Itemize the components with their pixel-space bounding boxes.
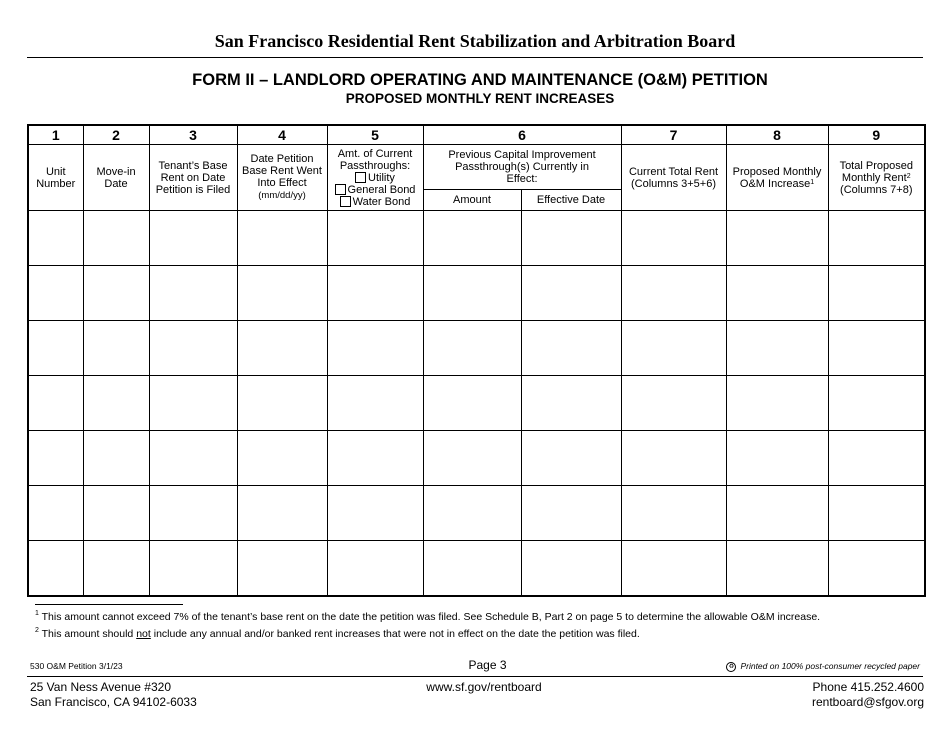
- form-title: FORM II – LANDLORD OPERATING AND MAINTENANCE (O&M) PETITION: [192, 71, 768, 89]
- table-row: [28, 431, 925, 486]
- footnote-1-text: This amount cannot exceed 7% of the tenant’s base rent on the date the petition was filed. See Schedule B, Part 2 on page 5 to determine the allowable O&M increase.: [41, 611, 821, 623]
- cell[interactable]: [726, 431, 828, 486]
- cell[interactable]: [237, 266, 327, 321]
- column-header-row: [28, 145, 925, 190]
- cell[interactable]: [327, 266, 423, 321]
- cell[interactable]: [237, 431, 327, 486]
- cell[interactable]: [621, 266, 726, 321]
- col-num-7: 7: [621, 125, 726, 145]
- general-bond-checkbox[interactable]: [335, 184, 346, 195]
- cell[interactable]: [621, 431, 726, 486]
- utility-checkbox[interactable]: [355, 172, 366, 183]
- cell[interactable]: [726, 211, 828, 266]
- header-passthroughs: [327, 145, 423, 211]
- cell[interactable]: [521, 486, 621, 541]
- passthroughs-label: Amt. of Current Passthroughs:: [337, 147, 413, 172]
- cell[interactable]: [28, 211, 83, 266]
- cell[interactable]: [726, 376, 828, 431]
- header-base-rent-date-label: Date Petition Base Rent Went Into Effect: [242, 153, 322, 189]
- cell[interactable]: [327, 376, 423, 431]
- cell[interactable]: [621, 321, 726, 376]
- cell[interactable]: [423, 266, 521, 321]
- footnote-2-emphasis: not: [136, 628, 151, 640]
- cell[interactable]: [83, 321, 149, 376]
- cell[interactable]: [149, 541, 237, 597]
- header-base-rent: Tenant’s Base Rent on Date Petition is Filed: [149, 145, 237, 211]
- cell[interactable]: [149, 211, 237, 266]
- total-proposed-rent-label: Total Proposed Monthly Rent: [839, 159, 913, 184]
- current-total-rent-formula: (Columns 3+5+6): [631, 177, 717, 190]
- table-row: [28, 376, 925, 431]
- header-move-in-date: Move-in Date: [83, 145, 149, 211]
- general-bond-label: General Bond: [347, 183, 416, 196]
- cell[interactable]: [423, 486, 521, 541]
- recycled-note-text: Printed on 100% post-consumer recycled paper: [740, 661, 920, 671]
- water-bond-label: Water Bond: [352, 195, 411, 208]
- cell[interactable]: [237, 211, 327, 266]
- email-link[interactable]: rentboard@sfgov.org: [811, 695, 924, 709]
- cell[interactable]: [28, 321, 83, 376]
- cell[interactable]: [828, 431, 925, 486]
- cell[interactable]: [237, 321, 327, 376]
- cell[interactable]: [621, 486, 726, 541]
- column-number-row: [28, 125, 925, 145]
- header-unit-number: Unit Number: [28, 145, 83, 211]
- cell[interactable]: [237, 541, 327, 597]
- cell[interactable]: [828, 376, 925, 431]
- phone-number: Phone 415.252.4600: [812, 680, 924, 694]
- cell[interactable]: [423, 211, 521, 266]
- recycled-note: [726, 661, 920, 672]
- cell[interactable]: [327, 541, 423, 597]
- header-current-total-rent: [621, 145, 726, 211]
- header-base-rent-date: [237, 145, 327, 211]
- header-amount: Amount: [423, 190, 521, 211]
- cell[interactable]: [423, 376, 521, 431]
- cell[interactable]: [521, 211, 621, 266]
- date-format-hint: (mm/dd/yy): [258, 190, 306, 201]
- header-effective-date: Effective Date: [521, 190, 621, 211]
- rent-increase-table: [27, 124, 926, 597]
- cell[interactable]: [423, 321, 521, 376]
- water-bond-option: [328, 196, 423, 208]
- cell[interactable]: [28, 431, 83, 486]
- footnote-2-number: 2: [35, 627, 39, 634]
- form-code: 530 O&M Petition 3/1/23: [30, 661, 123, 671]
- cell[interactable]: [828, 266, 925, 321]
- cell[interactable]: [828, 211, 925, 266]
- cell[interactable]: [149, 321, 237, 376]
- cell[interactable]: [423, 431, 521, 486]
- cell[interactable]: [149, 266, 237, 321]
- cell[interactable]: [28, 266, 83, 321]
- cell[interactable]: [621, 376, 726, 431]
- col-num-3: 3: [149, 125, 237, 145]
- footer-rule: [27, 676, 923, 677]
- cell[interactable]: [521, 541, 621, 597]
- utility-label: Utility: [368, 171, 395, 184]
- website-link[interactable]: www.sf.gov/rentboard: [426, 680, 542, 694]
- header-capital-improvement: Previous Capital Improvement Passthrough(s) Currently in Effect:: [423, 145, 621, 190]
- cell[interactable]: [521, 431, 621, 486]
- proposed-increase-label: Proposed Monthly O&M Increase: [732, 165, 822, 190]
- cell[interactable]: [83, 541, 149, 597]
- header-rule: [27, 57, 923, 58]
- form-subtitle: PROPOSED MONTHLY RENT INCREASES: [345, 91, 615, 106]
- cell[interactable]: [83, 211, 149, 266]
- utility-option: [328, 172, 423, 184]
- cell[interactable]: [521, 321, 621, 376]
- address-line-2: San Francisco, CA 94102-6033: [30, 695, 197, 709]
- footnote-rule: [35, 604, 183, 605]
- cell[interactable]: [28, 376, 83, 431]
- cell[interactable]: [237, 376, 327, 431]
- cell[interactable]: [83, 486, 149, 541]
- recycle-icon: ♻: [726, 662, 736, 672]
- cell[interactable]: [149, 486, 237, 541]
- cell[interactable]: [28, 541, 83, 597]
- header-proposed-increase: [726, 145, 828, 211]
- table-row: [28, 486, 925, 541]
- col-num-8: 8: [726, 125, 828, 145]
- cell[interactable]: [726, 266, 828, 321]
- col-num-4: 4: [237, 125, 327, 145]
- water-bond-checkbox[interactable]: [340, 196, 351, 207]
- cell[interactable]: [726, 321, 828, 376]
- footnote-2: [35, 628, 640, 640]
- cell[interactable]: [83, 266, 149, 321]
- general-bond-option: [328, 184, 423, 196]
- cell[interactable]: [149, 431, 237, 486]
- footnote-ref-1: 1: [810, 178, 815, 186]
- footnote-1: [35, 611, 820, 623]
- page-number: Page 3: [468, 658, 507, 672]
- cell[interactable]: [327, 211, 423, 266]
- cell[interactable]: [327, 486, 423, 541]
- col-num-6: 6: [423, 125, 621, 145]
- cell[interactable]: [621, 541, 726, 597]
- footnote-ref-2: 2: [906, 172, 911, 180]
- footnote-2-text-start: This amount should: [41, 628, 137, 640]
- table-row: [28, 541, 925, 597]
- cell[interactable]: [83, 376, 149, 431]
- footnote-1-number: 1: [35, 610, 39, 617]
- table-row: [28, 321, 925, 376]
- table-row: [28, 211, 925, 266]
- total-proposed-rent-formula: (Columns 7+8): [840, 183, 913, 196]
- cell[interactable]: [726, 486, 828, 541]
- col-num-5: 5: [327, 125, 423, 145]
- cell[interactable]: [423, 541, 521, 597]
- cell[interactable]: [828, 541, 925, 597]
- cell[interactable]: [28, 486, 83, 541]
- cell[interactable]: [83, 431, 149, 486]
- header-total-proposed-rent: [828, 145, 925, 211]
- cell[interactable]: [521, 376, 621, 431]
- cell[interactable]: [726, 541, 828, 597]
- cell[interactable]: [327, 431, 423, 486]
- cell[interactable]: [828, 486, 925, 541]
- cell[interactable]: [237, 486, 327, 541]
- cell[interactable]: [327, 321, 423, 376]
- col-num-1: 1: [28, 125, 83, 145]
- col-num-9: 9: [828, 125, 925, 145]
- cell[interactable]: [621, 211, 726, 266]
- col-num-2: 2: [83, 125, 149, 145]
- cell[interactable]: [521, 266, 621, 321]
- cell[interactable]: [828, 321, 925, 376]
- footnote-2-text-end: include any annual and/or banked rent increases that were not in effect on the date the petition was filed.: [150, 628, 640, 640]
- board-name: San Francisco Residential Rent Stabilization and Arbitration Board: [214, 31, 736, 51]
- current-total-rent-label: Current Total Rent: [628, 165, 719, 178]
- table-row: [28, 266, 925, 321]
- contact-info: [812, 680, 924, 710]
- cell[interactable]: [149, 376, 237, 431]
- address-line-1: 25 Van Ness Avenue #320: [30, 680, 171, 694]
